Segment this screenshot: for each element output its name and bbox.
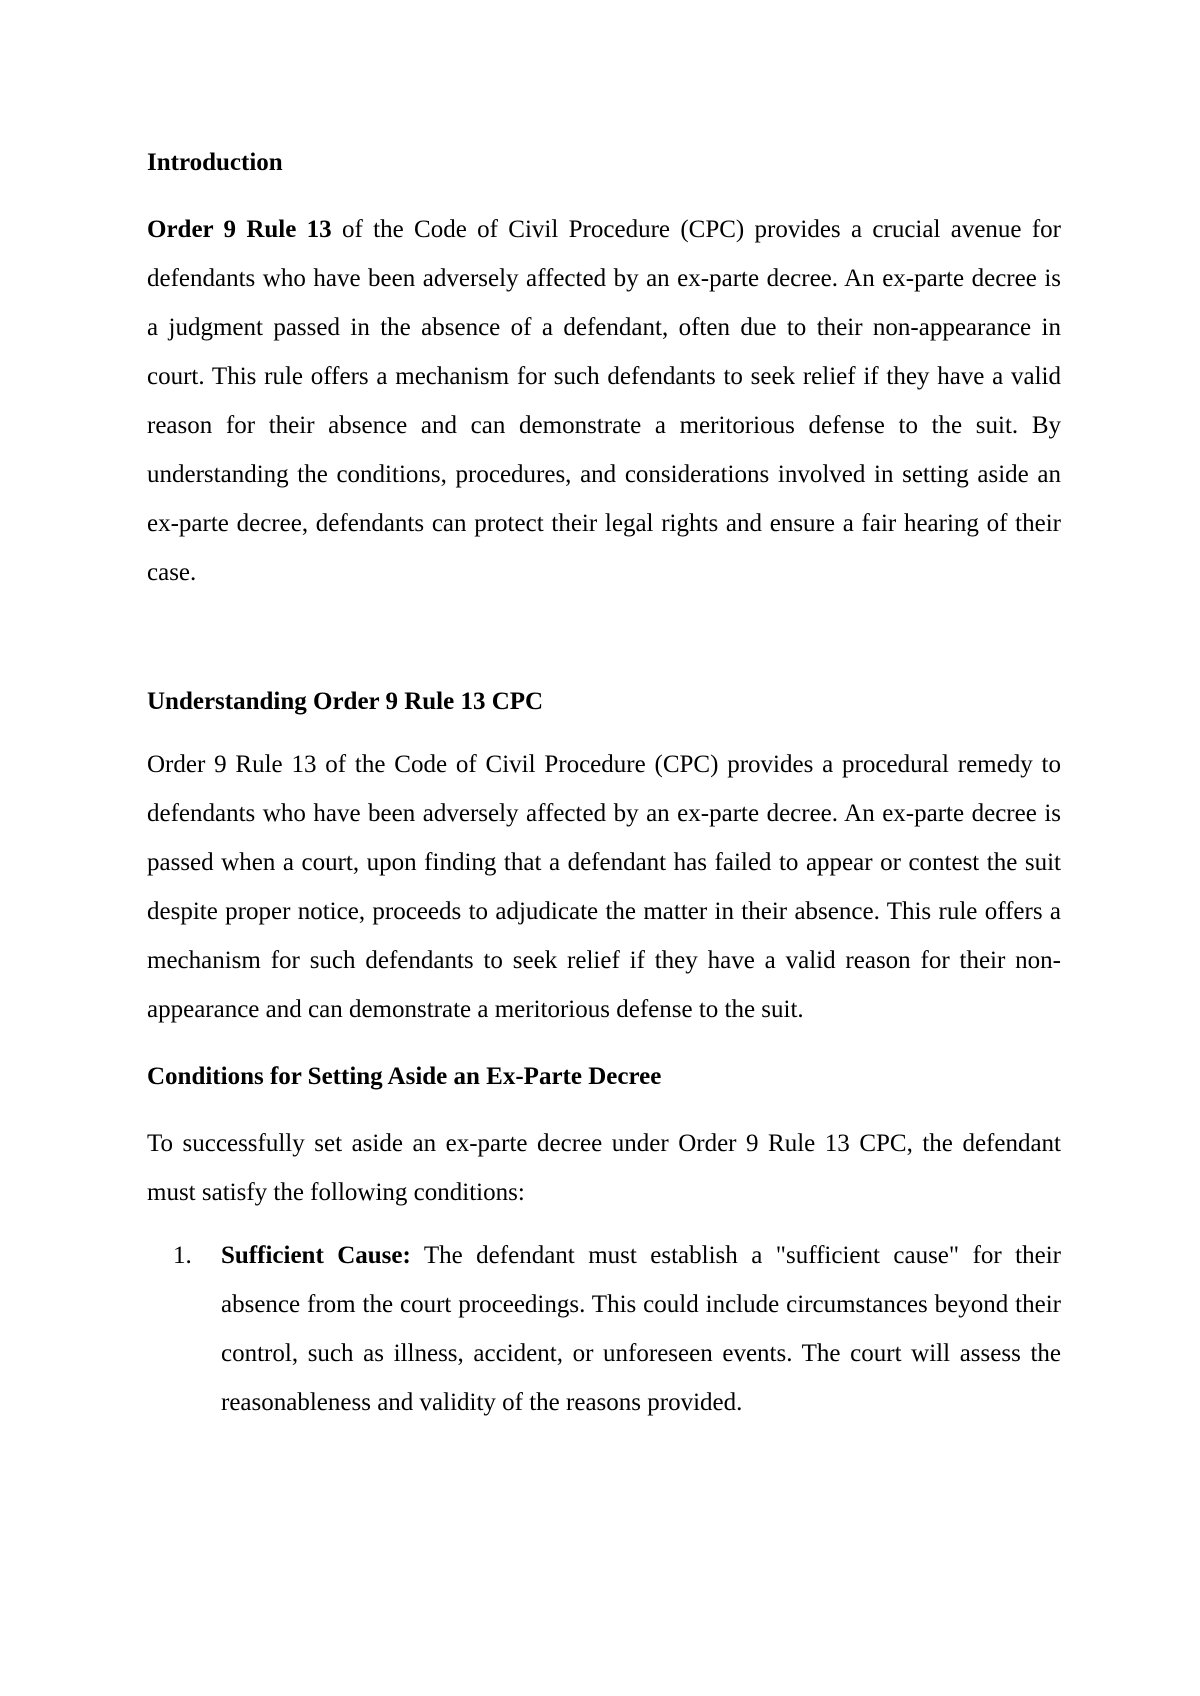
list-item-term: Sufficient Cause: (221, 1242, 411, 1269)
understanding-paragraph: Order 9 Rule 13 of the Code of Civil Procedure (CPC) provides a procedural remedy to defendants who have been adversely affected by an ex-parte decree. An ex-parte decree is passed when a court, upon finding that a defendant has failed to appear or contest the suit despite proper notice, proceeds to adjudicate the matter in their absence. This rule offers a mechanism for such defendants to seek relief if they have a valid reason for their non-appearance and can demonstrate a meritorious defense to the suit. (147, 751, 1061, 1023)
introduction-paragraph (147, 205, 1061, 597)
document-page (147, 138, 1061, 1427)
introduction-lead-term: Order 9 Rule 13 (147, 216, 332, 243)
list-item-text: The defendant must establish a "sufficient cause" for their absence from the court proceedings. This could include circumstances beyond their control, such as illness, accident, or unforeseen events. The court will assess the reasonableness and validity of the reasons provided. (221, 1242, 1061, 1416)
section-heading-introduction: Introduction (147, 149, 283, 176)
section-heading-understanding: Understanding Order 9 Rule 13 CPC (147, 688, 544, 715)
list-item-number: 1. (173, 1242, 192, 1269)
introduction-body-text: of the Code of Civil Procedure (CPC) provides a crucial avenue for defendants who have been adversely affected by an ex-parte decree. An ex-parte decree is a judgment passed in the absence of a defendant, often due to their non-appearance in court. This rule offers a mechanism for such defendants to seek relief if they have a valid reason for their absence and can demonstrate a meritorious defense to the suit. By understanding the conditions, procedures, and considerations involved in setting aside an ex-parte decree, defendants can protect their legal rights and ensure a fair hearing of their case. (147, 216, 1062, 586)
conditions-paragraph: To successfully set aside an ex-parte decree under Order 9 Rule 13 CPC, the defendant must satisfy the following conditions: (147, 1130, 1061, 1206)
section-heading-conditions: Conditions for Setting Aside an Ex-Parte Decree (147, 1063, 662, 1090)
conditions-list (147, 1231, 1061, 1427)
list-item (173, 1231, 1061, 1427)
